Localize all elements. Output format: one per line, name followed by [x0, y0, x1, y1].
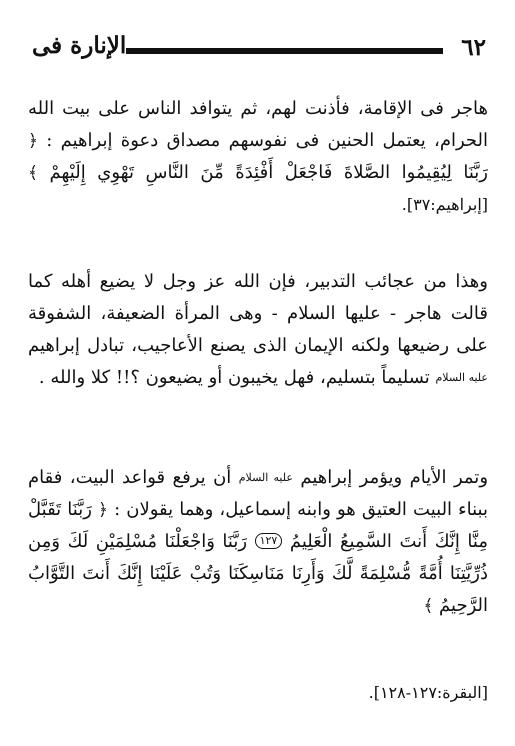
verse-reference-baqarah: [البقرة:١٢٧-١٢٨]. [368, 683, 488, 702]
honorific-glyph: عليه السلام [238, 471, 293, 484]
verse-reference-ibrahim: [إبراهيم:٣٧]. [401, 195, 488, 214]
paragraph-2-text-after: تسليماً بتسليم، فهل يخيبون أو يضيعون ؟!! كلا والله . [38, 367, 436, 388]
quran-bracket-close: ﴾ [423, 596, 434, 616]
book-page [28, 28, 488, 728]
page-number: ٦٢ [461, 34, 486, 61]
quran-verse-baqarah-128: رَبَّنَا وَاجْعَلْنَا مُسْلِمَيْنِ لَكَ وَمِن ذُرِّيَّتِنَا أُمَّةً مُّسْلِمَةً لَّكَ وَأَرِنَا مَنَاسِكَنَا وَتُبْ عَلَيْنَا إِنَّكَ أَنتَ التَّوَّابُ الرَّحِيمُ [28, 531, 488, 616]
header-rule [126, 48, 443, 54]
paragraph-3-text-before: وتمر الأيام ويؤمر إبراهيم [292, 467, 489, 488]
running-title: الإنارة فى [32, 32, 127, 59]
paragraph-1 [28, 93, 488, 221]
page-header [28, 28, 488, 72]
paragraph-1-text: هاجر فى الإقامة، فأذنت لهم، ثم يتوافد الناس على بيت الله الحرام، يعتمل الحنين فى نفوسهم مصداق دعوة إبراهيم : [28, 98, 488, 151]
quran-verse-baqarah-127: رَبَّنَا تَقَبَّلْ مِنَّا إِنَّكَ أَنتَ السَّمِيعُ الْعَلِيمُ [28, 499, 488, 552]
paragraph-2-text-before: وهذا من عجائب التدبير، فإن الله عز وجل لا يضيع أهله كما قالت هاجر - عليها السلام - وهى المرأة الضعيفة، الشفوقة على رضيعها ولكنه الإيمان الذى يصنع الأعاجيب، تبادل إبراهيم [28, 271, 488, 356]
quran-bracket-open: ﴿ [98, 500, 108, 520]
quran-verse-ibrahim: رَبَّنَا لِيُقِيمُوا الصَّلاةَ فَاجْعَلْ أَفْئِدَةً مِّنَ النَّاسِ تَهْوِي إِلَيْهِمْ [49, 162, 488, 183]
ayah-number-marker: ١٢٧ [255, 533, 283, 549]
quran-bracket-open: ﴿ [28, 131, 38, 151]
paragraph-2 [28, 266, 488, 394]
quran-bracket-close: ﴾ [28, 163, 38, 183]
honorific-glyph: عليه السلام [435, 371, 488, 384]
paragraph-3-text-middle: أن يرفع قواعد البيت، فقام ببناء البيت العتيق هو وابنه إسماعيل، وهما يقولان : [28, 467, 488, 520]
paragraph-3 [28, 462, 488, 622]
